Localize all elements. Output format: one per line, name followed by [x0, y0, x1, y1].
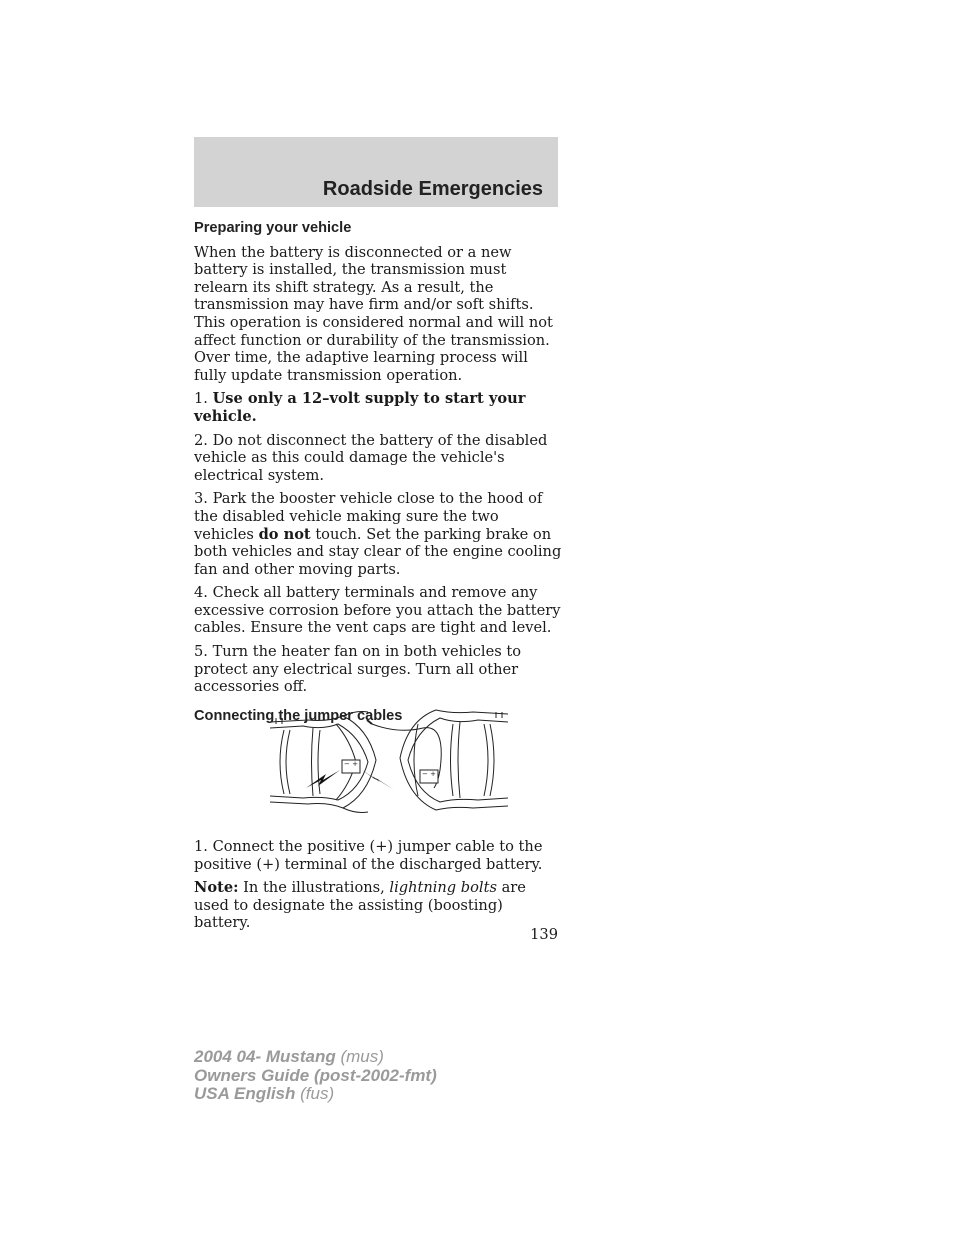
step-3-bold: do not — [258, 525, 311, 543]
note-label: Note: — [194, 879, 239, 897]
connecting-steps — [194, 838, 562, 938]
lightning-bolt-icon — [362, 770, 394, 790]
step-3-post: touch. Set the parking brake on both vehicles and stay clear of the engine cooling fan and other moving parts. — [194, 525, 562, 578]
page-number: 139 — [530, 926, 558, 943]
note-paragraph — [194, 879, 562, 932]
document-footer — [194, 1048, 437, 1104]
main-content — [194, 220, 562, 731]
step-1 — [194, 390, 562, 425]
note-italic: lightning bolts — [389, 879, 497, 897]
connect-step-1: 1. Connect the positive (+) jumper cable to the positive (+) terminal of the discharged battery. — [194, 838, 543, 873]
jumper-cable-illustration — [268, 700, 510, 825]
step-3 — [194, 490, 562, 578]
step-3-pre: 3. Park the booster vehicle close to the hood of the disabled vehicle making sure the two vehicles — [194, 490, 543, 543]
footer-language: USA English — [194, 1084, 296, 1104]
booster-battery-icon — [420, 770, 438, 783]
step-2: 2. Do not disconnect the battery of the disabled vehicle as this could damage the vehicle's electrical system. — [194, 431, 548, 484]
lightning-bolt-icon — [306, 770, 340, 788]
step-4: 4. Check all battery terminals and remove any excessive corrosion before you attach the battery cables. Ensure the vent caps are tight and level. — [194, 584, 561, 637]
booster-car-icon — [400, 710, 508, 810]
footer-model-code: (mus) — [340, 1047, 384, 1066]
step-5: 5. Turn the heater fan on in both vehicles to protect any electrical surges. Turn all other accessories off. — [194, 643, 522, 696]
intro-paragraph: When the battery is disconnected or a new battery is installed, the transmission must relearn its shift strategy. As a result, the transmission may have firm and/or soft shifts. This operation is considered normal and will not affect function or durability of the transmission. Over time, the adaptive learning process will fully update transmission operation. — [194, 243, 553, 384]
subheading-preparing: Preparing your vehicle — [194, 220, 352, 236]
battery-left-label: − + — [344, 760, 358, 768]
footer-language-code: (fus) — [300, 1084, 335, 1104]
step-1-text: Use only a 12–volt supply to start your vehicle. — [194, 390, 526, 425]
footer-model: 2004 04- Mustang — [194, 1047, 336, 1066]
subheading-jumper-cables: Connecting the jumper cables — [194, 707, 403, 724]
note-post: are used to designate the assisting (boosting) battery. — [194, 879, 526, 932]
battery-right-label: − + — [422, 770, 436, 778]
disabled-battery-icon — [342, 760, 360, 773]
step-1-number: 1. — [194, 390, 208, 408]
section-header-band — [194, 137, 558, 207]
section-title: Roadside Emergencies — [322, 178, 543, 200]
footer-guide: Owners Guide (post-2002-fmt) — [194, 1065, 437, 1085]
note-pre: In the illustrations, — [243, 879, 385, 897]
